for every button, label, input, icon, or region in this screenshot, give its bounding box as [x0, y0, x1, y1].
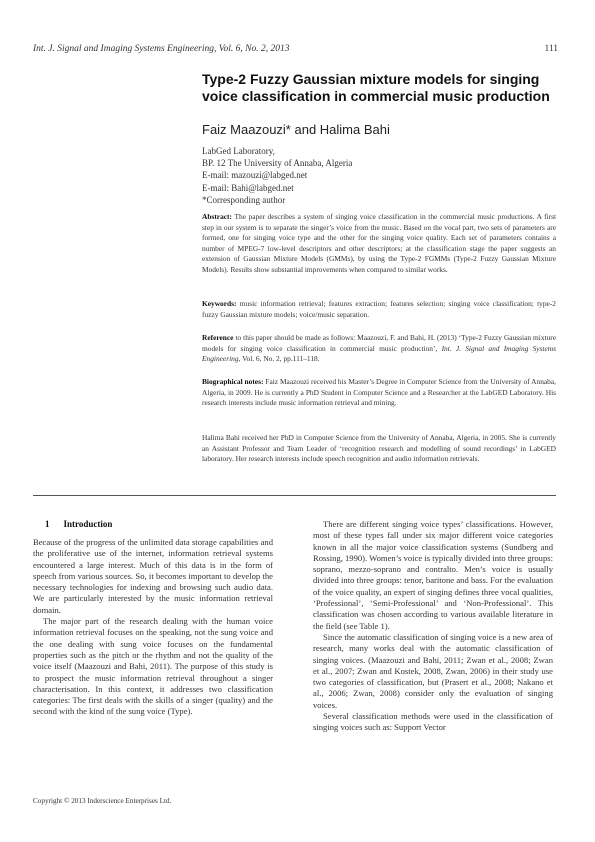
paragraph: Several classification methods were used in the classification of singing voices such as: Support Vector: [313, 711, 553, 733]
section-divider: [33, 495, 556, 496]
affiliation-address: BP. 12 The University of Annaba, Algeria: [202, 158, 353, 169]
abstract-label: Abstract:: [202, 212, 232, 221]
copyright-footer: Copyright © 2013 Inderscience Enterprises Ltd.: [33, 797, 172, 805]
affiliation: [202, 145, 542, 206]
bio-text-2: Halima Bahi received her PhD in Computer Science from the University of Annaba, Algeria, in 2005. She is currently an Assistant Professor and Team Leader of ‘recognition research and modelling of sound recordings’ in LabGED laboratory. Her research interests include speech recognition and audio information retrievals.: [202, 433, 556, 464]
right-column: [313, 519, 553, 734]
bio-label: Biographical notes:: [202, 377, 264, 386]
paragraph: There are different singing voice types’ classifications. However, most of these types fall under six major different voice categories known in all the major voice classification systems (Sundberg and Rossing, 1990). Women’s voice is typically divided into three groups: soprano, mezzo-soprano and contralto. Men’s voice is usually divided into three groups: tenor, baritone and bass. For the evaluation of the voice quality, an expert of singing defines three vocal qualities, ‘Professional’, ‘Semi-Professional’ and ‘Non-Professional’. This classification was chosen according to various available literature in the field (see Table 1).: [313, 519, 553, 631]
reference-volume: Vol. 6, No. 2, pp.111–118.: [242, 354, 320, 364]
abstract: [202, 212, 556, 276]
affiliation-lab: LabGed Laboratory,: [202, 146, 275, 156]
paragraph: Since the automatic classification of singing voice is a new area of research, many works deal with the automatic classification of singing voices. (Maazouzi and Bahi, 2011; Zwan et al., 2008; Zwan et al., 2007; Zwan and Kostek, 2008, Zwan, 2006) in their study use two categories of classification, but (Prasert et al., 2008; Nakano et al., 2006; Zwan, 2008) consider only the evaluation of singing voices.: [313, 631, 553, 710]
reference: [202, 333, 556, 365]
section-title: Introduction: [63, 519, 113, 529]
reference-text: to this paper should be made as follows: Maazouzi, F. and Bahi, H. (2013) ‘Type-2 Fuzzy Gaussian mixture models for singing voice classification in commercial music production’,: [202, 333, 557, 353]
paragraph: Because of the progress of the unlimited data storage capabilities and the proliferative use of the internet, information retrieval systems encountered a large interest. Much of this data is in the form of speech from various sources. So, it becomes important to develop the necessary technologies for indexing and browsing such audio data. We are particularly interested by the music information retrieval domain.: [33, 537, 273, 615]
bio-paragraph-2: [202, 433, 556, 465]
reference-label: Reference: [202, 333, 234, 342]
keywords-text: music information retrieval; features extraction; features selection; singing voice classification; type-2 fuzzy Gaussian mixture models; voice/music separation.: [202, 299, 556, 319]
bio-text-1: Faiz Maazouzi received his Master’s Degree in Computer Science from the University of Annaba, Algeria, in 2009. He is currently a PhD Student in Computer Science and a Researcher at the LabGED Laboratory. His research interests include music information retrieval and mining.: [202, 377, 556, 408]
paper-title: Type-2 Fuzzy Gaussian mixture models for singing voice classification in commercial music production: [202, 71, 550, 104]
reference-journal: Int. J. Signal and Imaging Systems Engineering,: [202, 343, 556, 364]
section-number: 1: [45, 519, 50, 529]
page-number: 111: [544, 44, 558, 54]
keywords: [202, 299, 556, 320]
email-1[interactable]: E-mail: mazouzi@labged.net: [202, 170, 308, 181]
authors: Faiz Maazouzi* and Halima Bahi: [202, 122, 390, 137]
keywords-label: Keywords:: [202, 299, 237, 308]
left-column: [33, 537, 273, 718]
email-2[interactable]: E-mail: Bahi@labged.net: [202, 182, 294, 193]
paragraph: The major part of the research dealing with the human voice information retrieval focuses on the speaking, not the sung voice and the one dealing with sung voice focuses on the fundamental properties such as the pitch or the rhythm and not the quality of the voice itself (Maazouzi and Bahi, 2011). The purpose of this study is to prospect the music information retrieval throughout a singer characterisation. In this context, it addresses two classification categories: The first deals with the skills of a singer (quality) and the second with the kind of the sung voice (Type).: [33, 616, 273, 717]
corresponding-note: *Corresponding author: [202, 194, 286, 205]
biographical-notes: [202, 377, 556, 409]
section-heading: [45, 519, 112, 529]
abstract-text: The paper describes a system of singing voice classification in the commercial music productions. A first step in our system is to separate the singer’s voice from the music. Based on the vocal part, two sets of parameters are formed, one for singing voice type and the other for the singing voice quality. Each set of parameters contains a number of MPEG-7 low-level descriptors and other descriptors; at the classification stage the paper suggests an extension of Gaussian Mixture Models (GMMs), by using the Type-2 FGMMs (Type-2 Fuzzy Gaussian Mixture Models). Results show substantial improvements when compared to similar works.: [202, 212, 556, 274]
journal-header: Int. J. Signal and Imaging Systems Engineering, Vol. 6, No. 2, 2013: [33, 44, 290, 54]
